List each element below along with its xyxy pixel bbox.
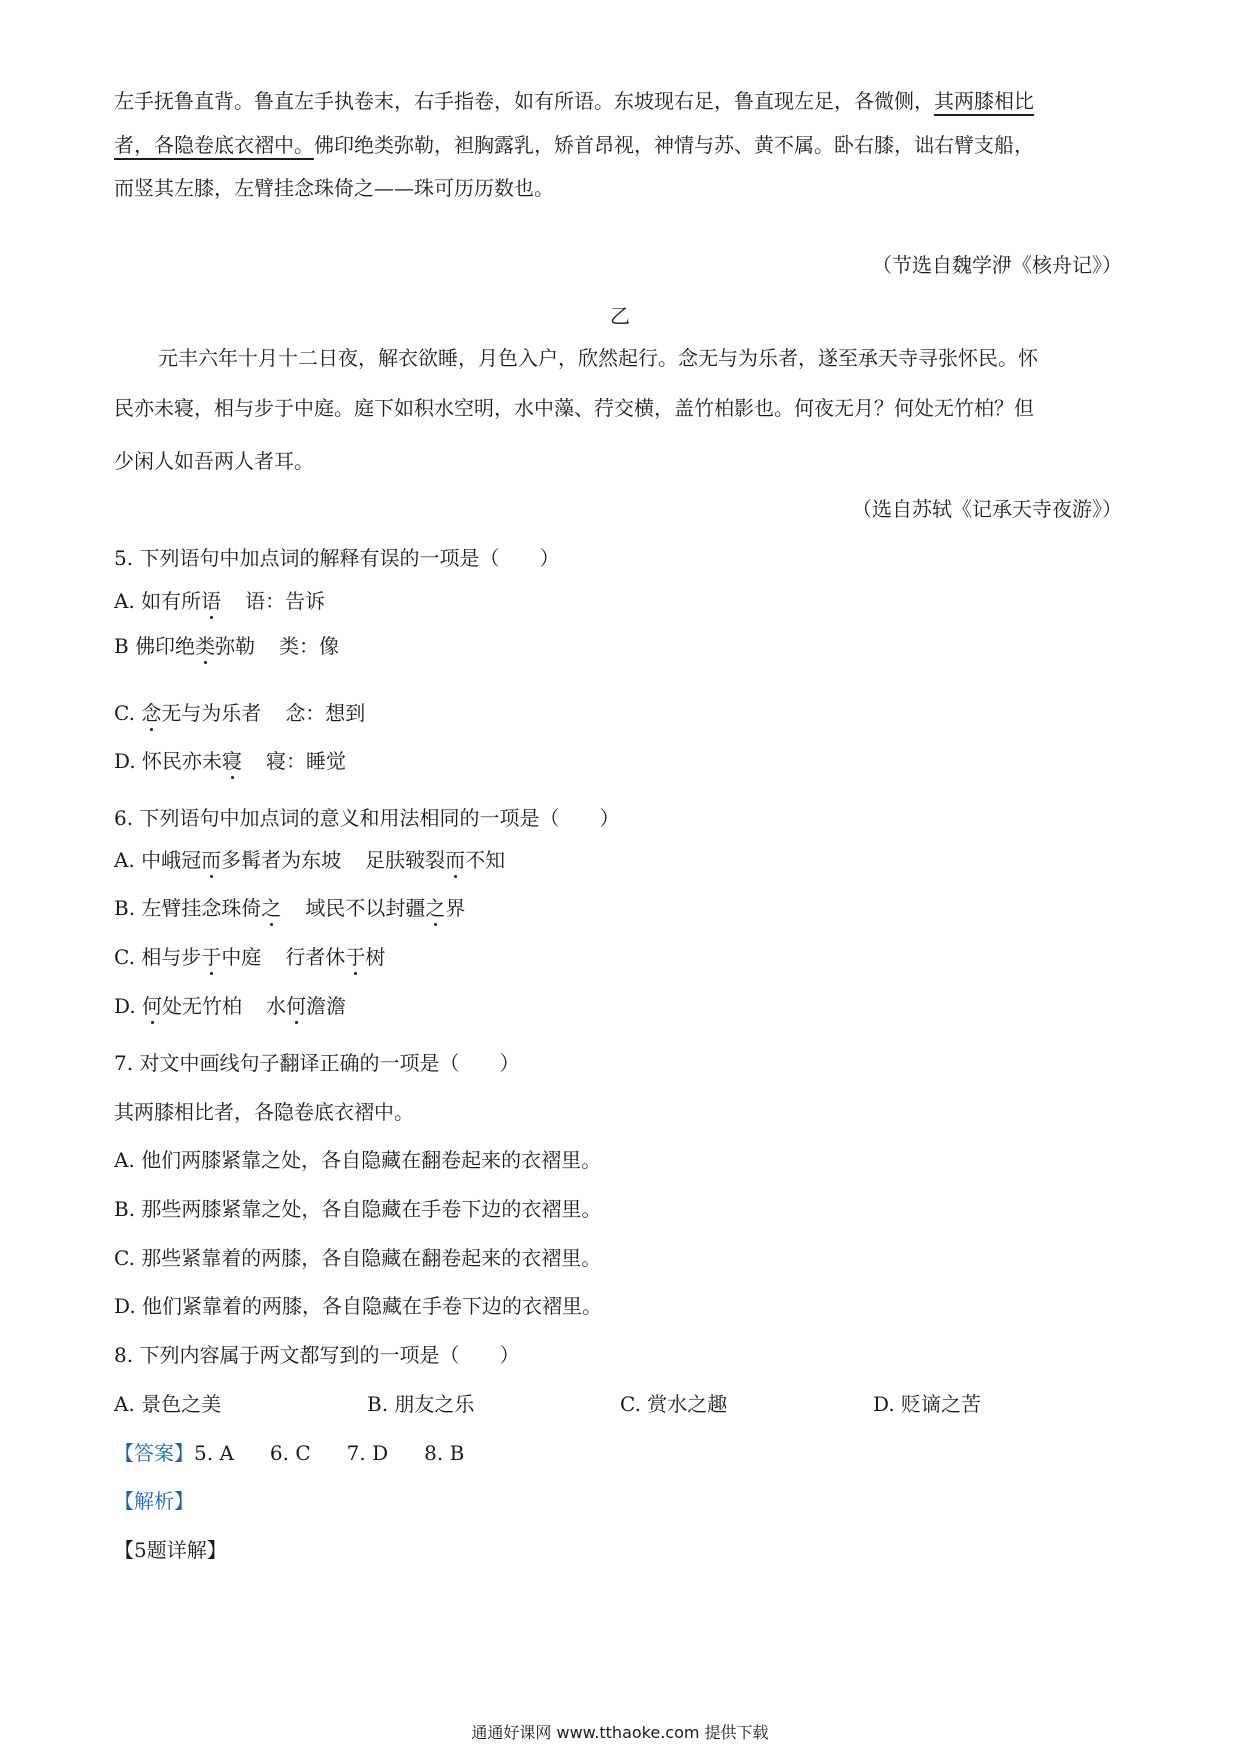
- answer-line: [114, 1438, 1124, 1468]
- passage-jia-line-1: [114, 86, 1124, 116]
- option-label: C.: [114, 701, 135, 725]
- q6-option-b: [114, 893, 1124, 923]
- option-label: D.: [114, 994, 136, 1018]
- option-label: D.: [114, 749, 136, 773]
- option-label: C.: [114, 945, 135, 969]
- q7-stem: 7. 对文中画线句子翻译正确的一项是（ ）: [114, 1051, 520, 1075]
- underlined-sentence-part-2: 者，各隐卷底衣褶中。: [114, 133, 314, 157]
- option-text: 行者休: [285, 945, 346, 969]
- dotted-word: 何: [142, 994, 163, 1018]
- option-text: 怀民亦未: [142, 749, 223, 773]
- dotted-word: 于: [345, 945, 366, 969]
- option-text: 处无竹柏: [162, 994, 243, 1018]
- option-text: 左臂挂念珠倚: [141, 896, 262, 920]
- q6-option-d: [114, 991, 1124, 1021]
- option-text: 相与步: [141, 945, 202, 969]
- q8-stem: 8. 下列内容属于两文都写到的一项是（ ）: [114, 1343, 520, 1367]
- passage-yi-line-1: 元丰六年十月十二日夜，解衣欲睡，月色入户，欣然起行。念无与为乐者，遂至承天寺寻张怀民。怀: [158, 346, 1038, 370]
- dotted-word: 之: [425, 896, 446, 920]
- passage-jia-line-3: 而竖其左膝，左臂挂念珠倚之——珠可历历数也。: [114, 176, 554, 200]
- q8-option-c: C. 赏水之趣: [620, 1392, 728, 1416]
- passage-yi-source: （选自苏轼《记承天寺夜游》）: [852, 497, 1122, 521]
- underlined-sentence-part-1: 其两膝相比: [934, 89, 1034, 113]
- q6-stem: 6. 下列语句中加点词的意义和用法相同的一项是（ ）: [114, 806, 620, 830]
- footer-watermark: 通通好课网 www.tthaoke.com 提供下载: [471, 1723, 769, 1742]
- passage-yi-line-3: 少闲人如吾两人者耳。: [114, 449, 314, 473]
- q8-option-d: D. 贬谪之苦: [873, 1392, 982, 1416]
- option-explanation: 念：想到: [285, 701, 366, 725]
- dotted-word: 而: [445, 848, 466, 872]
- q6-option-c: [114, 942, 1124, 972]
- dotted-word: 寝: [222, 749, 243, 773]
- q5-option-d: [114, 746, 1124, 776]
- answer-7: 7. D: [346, 1441, 389, 1465]
- option-text: 水: [266, 994, 287, 1018]
- passage-jia-source: （节选自魏学洢《核舟记》）: [872, 253, 1122, 277]
- dotted-word: 语: [201, 589, 222, 613]
- option-text: 佛印绝: [135, 634, 196, 658]
- q8-option-b: B. 朋友之乐: [367, 1392, 475, 1416]
- q6-option-a: [114, 845, 1124, 875]
- option-text: 多髯者为东坡: [221, 848, 342, 872]
- dotted-word: 类: [195, 634, 216, 658]
- dotted-word: 之: [261, 896, 282, 920]
- q7-option-d: D. 他们紧靠着的两膝，各自隐藏在手卷下边的衣褶里。: [114, 1294, 603, 1318]
- answer-6: 6. C: [269, 1441, 311, 1465]
- option-label: B.: [114, 896, 136, 920]
- option-explanation: 类：像: [279, 634, 340, 658]
- dotted-word: 而: [201, 848, 222, 872]
- q7-option-a: A. 他们两膝紧靠之处，各自隐藏在翻卷起来的衣褶里。: [114, 1148, 602, 1172]
- detail-5-heading: 【5题详解】: [114, 1538, 227, 1562]
- option-text: 树: [365, 945, 386, 969]
- passage-text: 佛印绝类弥勒，袒胸露乳，矫首昂视，神情与苏、黄不属。卧右膝，诎右臂支船，: [314, 133, 1034, 157]
- q7-option-c: C. 那些紧靠着的两膝，各自隐藏在翻卷起来的衣褶里。: [114, 1246, 602, 1270]
- passage-text: 左手抚鲁直背。鲁直左手执卷末，右手指卷，如有所语。东坡现右足，鲁直现左足，各微侧，: [114, 89, 934, 113]
- q8-option-a: A. 景色之美: [114, 1392, 222, 1416]
- analysis-label: 【解析】: [114, 1489, 194, 1513]
- option-text: 如有所: [141, 589, 202, 613]
- option-label: B: [114, 634, 129, 658]
- q7-sentence: 其两膝相比者，各隐卷底衣褶中。: [114, 1100, 414, 1124]
- dotted-word: 念: [141, 701, 162, 725]
- answer-8: 8. B: [424, 1441, 465, 1465]
- q8-options: [114, 1389, 1124, 1419]
- answer-5: 5. A: [194, 1441, 234, 1465]
- q5-stem: 5. 下列语句中加点词的解释有误的一项是（ ）: [114, 546, 560, 570]
- dotted-word: 何: [286, 994, 307, 1018]
- option-text: 中峨冠: [141, 848, 202, 872]
- q5-option-c: [114, 698, 1124, 728]
- option-text: 弥勒: [215, 634, 256, 658]
- option-text: 界: [445, 896, 466, 920]
- option-text: 域民不以封疆: [305, 896, 426, 920]
- passage-yi-title: 乙: [610, 304, 630, 328]
- option-text: 不知: [465, 848, 506, 872]
- option-text: 足肤皲裂: [365, 848, 446, 872]
- passage-yi-line-2: 民亦未寝，相与步于中庭。庭下如积水空明，水中藻、荇交横，盖竹柏影也。何夜无月？何处无竹柏？但: [114, 396, 1034, 420]
- option-text: 中庭: [221, 945, 262, 969]
- option-text: 澹澹: [306, 994, 347, 1018]
- q5-option-a: [114, 586, 1124, 616]
- q5-option-b: [114, 631, 1124, 661]
- q7-option-b: B. 那些两膝紧靠之处，各自隐藏在手卷下边的衣褶里。: [114, 1197, 602, 1221]
- dotted-word: 于: [201, 945, 222, 969]
- answer-label: 【答案】: [114, 1441, 194, 1465]
- passage-jia-line-2: [114, 130, 1124, 160]
- option-explanation: 寝：睡觉: [266, 749, 347, 773]
- option-label: A.: [114, 589, 135, 613]
- option-label: A.: [114, 848, 135, 872]
- option-explanation: 语：告诉: [245, 589, 326, 613]
- option-text: 无与为乐者: [161, 701, 262, 725]
